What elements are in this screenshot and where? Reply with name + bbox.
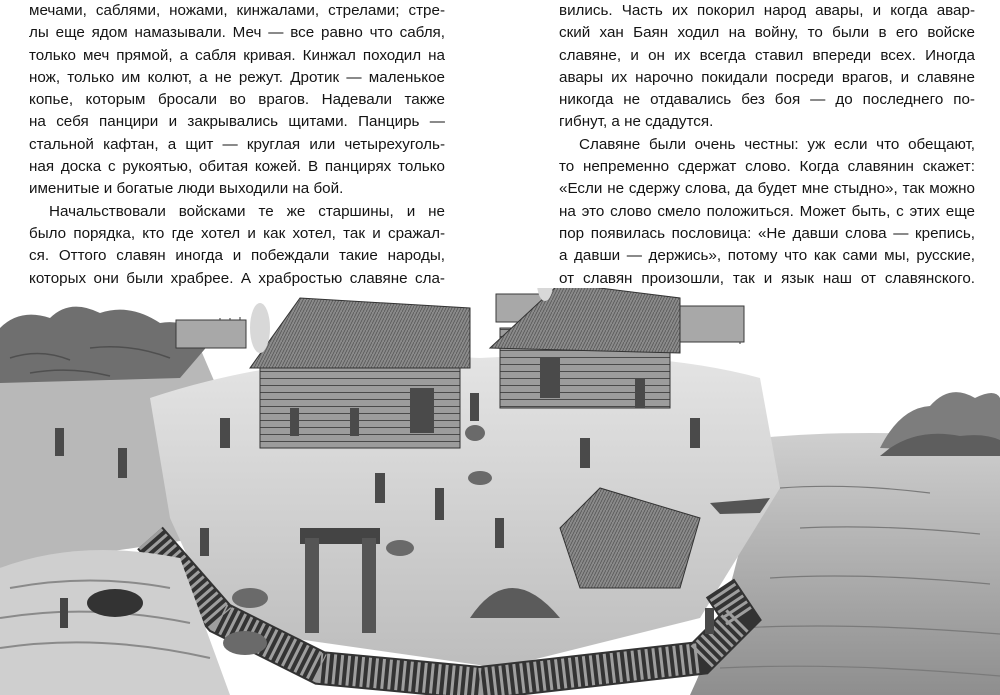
left-text-column [29, 0, 445, 290]
text-line: мечами, саблями, ножами, кинжалами, стрелами; стре- [29, 2, 445, 19]
log-house-left [250, 298, 470, 448]
text-line: именитые и богатые люди выходили на бой. [29, 180, 344, 198]
text-line: «Если не сдержу слова, да будет мне стыдно», так можно [559, 180, 975, 198]
text-line: никогда не отдавались без боя — до последнего по- [559, 91, 975, 109]
text-line: лы еще ядом намазывали. Меч — все равно что сабля, [29, 24, 445, 42]
text-line: от славян произошли, так и язык наш от славянского. [559, 269, 975, 287]
text-line: на себя панцири и закрывались щитами. Панцирь — [29, 113, 445, 131]
text-line: которых они были храбрее. А храбростью славяне сла- [29, 269, 445, 287]
settlement-illustration [0, 288, 1000, 695]
text-line: нож, только им колют, а не режут. Дротик — маленькое [29, 68, 445, 86]
text-line: только меч прямой, а сабля кривая. Кинжал походил на [29, 46, 445, 64]
far-shore-trees [880, 392, 1000, 456]
text-line: Славяне были очень честны: уж если что обещают, [579, 135, 975, 153]
text-line: ная доска с рукоятью, обитая кожей. В панцирях только [29, 158, 445, 176]
text-line: то непременно сдержат слово. Когда славянин скажет: [559, 158, 975, 176]
text-line: ся. Оттого славян иногда и побеждали такие народы, [29, 247, 445, 265]
text-line: гибнут, а не сдадутся. [559, 113, 714, 131]
text-line: авары их нарочно покидали посреди врагов, и славяне [559, 68, 975, 86]
settlement-drawing [0, 288, 1000, 695]
text-line: славяне, и он их всегда ставил впереди всех. Иногда [559, 46, 975, 64]
text-line: Начальствовали войсками те же старшины, и не [49, 202, 445, 220]
text-line: вились. Часть их покорил народ авары, и когда авар- [559, 2, 975, 19]
right-text-column [559, 0, 975, 290]
text-line: пор появилась пословица: «Не давши слова — крепись, [559, 224, 975, 242]
text-line: копье, которым бросали во врагов. Надевали также [29, 91, 445, 109]
text-line: ский хан Баян ходил на войну, то были в его войске [559, 24, 975, 42]
text-line: было порядка, кто где хотел и как хотел, так и сражал- [29, 224, 445, 242]
text-line: стальной кафтан, а щит — круглая или четырехуголь- [29, 135, 445, 153]
text-line: а давши — держись», потому что как сами мы, русские, [559, 247, 975, 265]
text-line: на это слово смело положиться. Может быть, с этих еще [559, 202, 975, 220]
